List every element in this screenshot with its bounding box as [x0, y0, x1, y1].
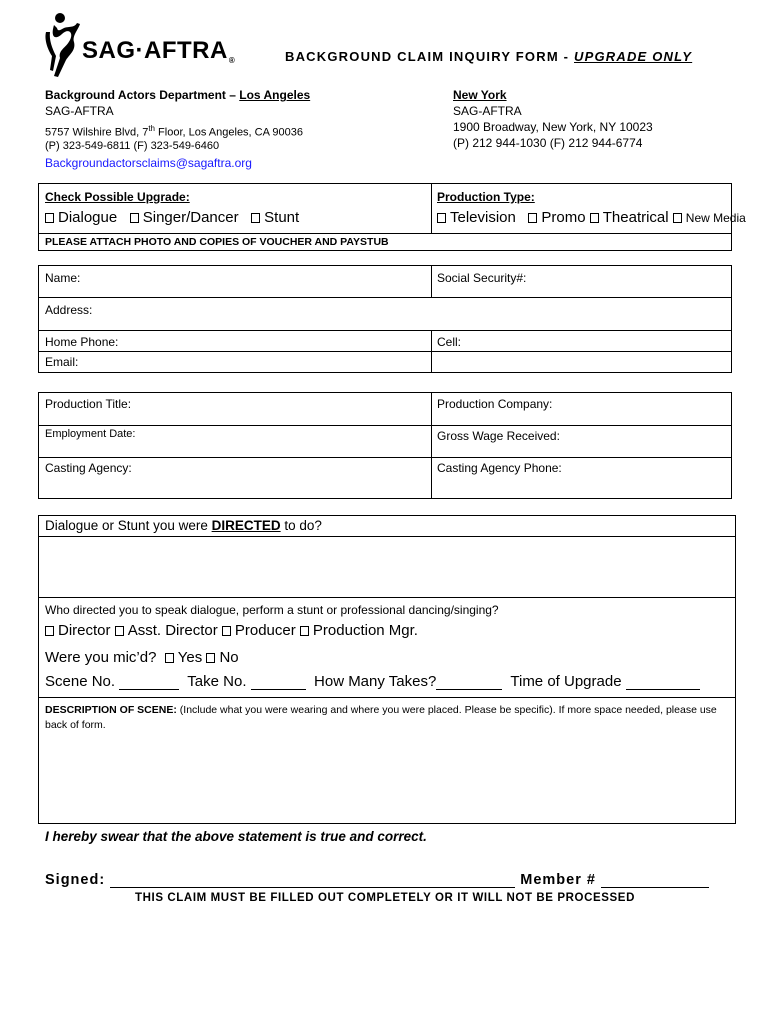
directed-emphasis: DIRECTED — [211, 518, 281, 533]
employment-date-field[interactable]: Employment Date: — [45, 428, 136, 440]
scene-description-instructions: (Include what you were wearing and where you were placed. Please be specific). If more space needed, please use back of form. — [45, 704, 717, 731]
mic-yes-label: Yes — [177, 649, 203, 666]
checkbox-icon — [251, 213, 260, 223]
sworn-statement: I hereby swear that the above statement is true and correct. — [45, 829, 427, 844]
divider — [431, 183, 432, 234]
member-number-label: Member # — [520, 872, 596, 888]
ny-street: 1900 Broadway, New York, NY 10023 — [453, 120, 653, 134]
upgrade-stunt-checkbox[interactable] — [251, 209, 299, 226]
scene-no-field[interactable] — [119, 675, 179, 690]
address-field[interactable]: Address: — [45, 303, 93, 317]
production-title-field[interactable]: Production Title: — [45, 397, 132, 411]
ssn-field[interactable]: Social Security#: — [437, 271, 527, 285]
who-production-mgr-label: Production Mgr. — [312, 622, 418, 639]
name-field[interactable]: Name: — [45, 271, 81, 285]
upgrade-dialogue-label: Dialogue — [58, 209, 118, 226]
type-theatrical-checkbox[interactable] — [590, 209, 669, 226]
checkbox-icon — [528, 213, 537, 223]
who-directed-options — [45, 622, 418, 639]
production-type-options — [437, 209, 746, 226]
checkbox-icon — [165, 653, 174, 663]
registered-mark: ® — [228, 56, 236, 65]
type-new-media-label: New Media — [685, 211, 746, 225]
take-no-label: Take No. — [187, 673, 247, 690]
production-info-section — [38, 392, 732, 499]
member-number-field[interactable] — [601, 871, 709, 888]
la-street-b: Floor, Los Angeles, CA 90036 — [155, 126, 303, 139]
logo-wordmark — [82, 37, 235, 65]
mic-question: Were you mic’d? — [45, 649, 157, 666]
la-email-link[interactable]: Backgroundactorsclaims@sagaftra.org — [45, 155, 252, 170]
scene-row — [45, 673, 700, 690]
who-production-mgr-checkbox[interactable] — [300, 622, 418, 639]
ny-city: New York — [453, 88, 507, 102]
type-television-label: Television — [450, 209, 516, 226]
how-many-takes-label: How Many Takes? — [314, 673, 437, 690]
gross-wage-field[interactable]: Gross Wage Received: — [437, 429, 560, 443]
ny-phone: (P) 212 944-1030 (F) 212 944-6774 — [453, 136, 643, 150]
upgrade-label: Check Possible Upgrade: — [45, 190, 190, 204]
sag-aftra-logo-icon — [40, 10, 82, 80]
ny-address-block — [453, 87, 743, 151]
who-producer-checkbox[interactable] — [222, 622, 296, 639]
directed-answer-area[interactable] — [40, 537, 734, 596]
logo-text: SAG·AFTRA — [82, 37, 228, 64]
checkbox-icon — [222, 626, 231, 636]
checkbox-icon — [673, 213, 682, 223]
personal-info-section — [38, 265, 732, 373]
mic-row — [45, 649, 239, 666]
type-new-media-checkbox[interactable] — [673, 209, 746, 226]
ny-org: SAG-AFTRA — [453, 104, 522, 118]
checkbox-icon — [300, 626, 309, 636]
who-asst-director-label: Asst. Director — [127, 622, 218, 639]
type-promo-label: Promo — [541, 209, 586, 226]
type-television-checkbox[interactable] — [437, 209, 516, 226]
divider — [38, 233, 732, 234]
time-of-upgrade-label: Time of Upgrade — [510, 673, 622, 690]
la-dept: Background Actors Department – — [45, 88, 240, 102]
directed-suffix: to do? — [280, 518, 322, 533]
completion-warning: THIS CLAIM MUST BE FILLED OUT COMPLETELY OR IT WILL NOT BE PROCESSED — [135, 892, 635, 904]
scene-no-label: Scene No. — [45, 673, 116, 690]
scene-description-area[interactable] — [40, 736, 734, 822]
form-title — [285, 49, 692, 64]
la-street-a: 5757 Wilshire Blvd, 7 — [45, 126, 149, 139]
checkbox-icon — [115, 626, 124, 636]
mic-no-label: No — [219, 649, 239, 666]
who-producer-label: Producer — [234, 622, 296, 639]
how-many-takes-field[interactable] — [436, 675, 502, 690]
la-city: Los Angeles — [239, 88, 311, 102]
la-org: SAG-AFTRA — [45, 104, 114, 118]
form-title-emphasis: UPGRADE ONLY — [574, 49, 693, 64]
email-field[interactable]: Email: — [45, 355, 79, 369]
who-director-checkbox[interactable] — [45, 622, 111, 639]
checkbox-icon — [45, 213, 54, 223]
signature-row — [45, 871, 709, 888]
time-of-upgrade-field[interactable] — [626, 675, 700, 690]
checkbox-icon — [45, 626, 54, 636]
home-phone-field[interactable]: Home Phone: — [45, 335, 119, 349]
signed-label: Signed: — [45, 872, 106, 888]
type-promo-checkbox[interactable] — [528, 209, 585, 226]
upgrade-singer-dancer-checkbox[interactable] — [130, 209, 239, 226]
scene-description-label: DESCRIPTION OF SCENE: — [45, 704, 177, 716]
casting-agency-phone-field[interactable]: Casting Agency Phone: — [437, 461, 562, 475]
production-type-label: Production Type: — [437, 190, 535, 204]
checkbox-icon — [130, 213, 139, 223]
upgrade-stunt-label: Stunt — [264, 209, 300, 226]
la-street — [45, 122, 435, 140]
directed-prefix: Dialogue or Stunt you were — [45, 518, 212, 533]
mic-yes-checkbox[interactable] — [165, 649, 202, 666]
mic-no-checkbox[interactable] — [206, 649, 238, 666]
production-company-field[interactable]: Production Company: — [437, 397, 553, 411]
la-phone: (P) 323-549-6811 (F) 323-549-6460 — [45, 139, 220, 152]
form-title-prefix: BACKGROUND CLAIM INQUIRY FORM - — [285, 49, 574, 64]
cell-phone-field[interactable]: Cell: — [437, 335, 462, 349]
who-directed-question: Who directed you to speak dialogue, perform a stunt or professional dancing/singing? — [45, 603, 499, 617]
scene-description — [45, 703, 731, 733]
upgrade-options — [45, 209, 299, 226]
checkbox-icon — [206, 653, 215, 663]
type-theatrical-label: Theatrical — [602, 209, 669, 226]
directed-question — [45, 518, 322, 533]
upgrade-dialogue-checkbox[interactable] — [45, 209, 117, 226]
casting-agency-field[interactable]: Casting Agency: — [45, 461, 132, 475]
upgrade-singer-dancer-label: Singer/Dancer — [142, 209, 239, 226]
attach-note: PLEASE ATTACH PHOTO AND COPIES OF VOUCHER AND PAYSTUB — [45, 236, 389, 248]
take-no-field[interactable] — [251, 675, 306, 690]
la-dept-line — [45, 87, 435, 103]
checkbox-icon — [590, 213, 599, 223]
who-director-label: Director — [58, 622, 111, 639]
who-asst-director-checkbox[interactable] — [115, 622, 218, 639]
la-street-sup: th — [148, 124, 155, 133]
signature-field[interactable] — [110, 871, 515, 888]
checkbox-icon — [437, 213, 446, 223]
la-address-block — [45, 87, 435, 171]
